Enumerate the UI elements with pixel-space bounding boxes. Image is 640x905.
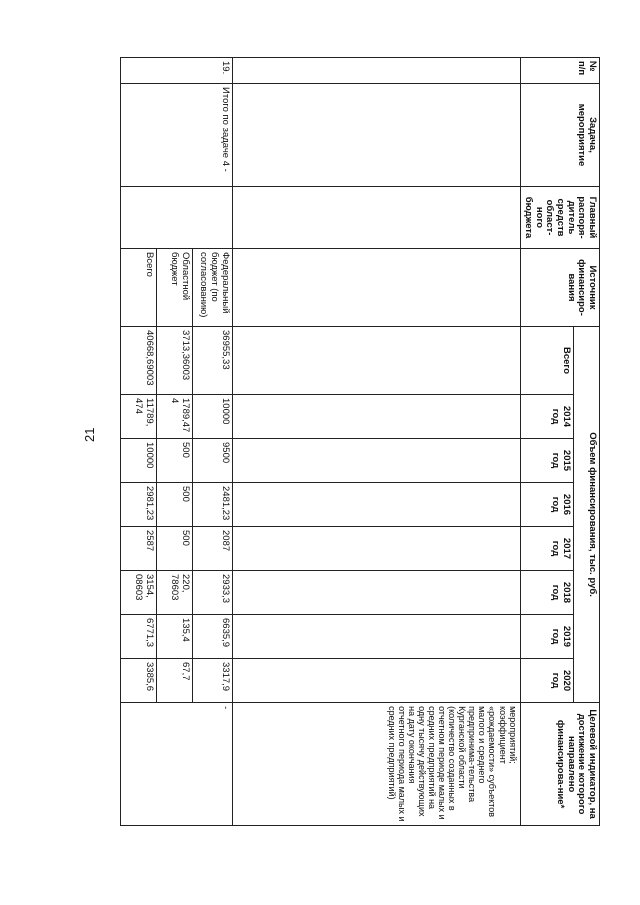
header-target: Целевой индикатор, на достижение которого направлено финансирова-ние* <box>520 703 599 826</box>
header-2020: 2020 год <box>520 659 573 703</box>
row19-manager-cell <box>120 187 232 249</box>
value-cell: 1789,474 <box>156 395 192 439</box>
value-cell: 2587 <box>120 527 156 571</box>
rotated-table-container <box>100 57 600 825</box>
value-cell: 67,7 <box>156 659 192 703</box>
value-cell: 10000 <box>120 439 156 483</box>
total-cell: 36955,33 <box>192 327 232 395</box>
row19-target: - <box>120 703 232 826</box>
header-total: Всего <box>520 327 573 395</box>
header-source: Источник финансиро-вания <box>520 249 599 327</box>
value-cell: 2981,23 <box>120 483 156 527</box>
header-num: № п/п <box>520 58 599 84</box>
header-2018: 2018 год <box>520 571 573 615</box>
continuation-row <box>232 58 520 826</box>
total-cell: 3713,36003 <box>156 327 192 395</box>
header-2016: 2016 год <box>520 483 573 527</box>
total-cell: 40668,69003 <box>120 327 156 395</box>
value-cell: 220, 78603 <box>156 571 192 615</box>
value-cell: 135,4 <box>156 615 192 659</box>
page-number: 21 <box>82 427 97 442</box>
value-cell: 500 <box>156 527 192 571</box>
header-manager: Главный распоря-дитель средств област-ного бюджета <box>520 187 599 249</box>
table-row <box>192 58 232 826</box>
source-cell: Всего <box>120 249 156 327</box>
value-cell: 500 <box>156 439 192 483</box>
value-cell: 6771,3 <box>120 615 156 659</box>
value-cell: 3385,6 <box>120 659 156 703</box>
row19-num: 19. <box>120 58 232 84</box>
value-cell: 10000 <box>192 395 232 439</box>
value-cell: 11789, 474 <box>120 395 156 439</box>
header-2019: 2019 год <box>520 615 573 659</box>
funding-table <box>120 57 600 826</box>
value-cell: 3317,9 <box>192 659 232 703</box>
value-cell: 2933,3 <box>192 571 232 615</box>
continuation-target-text: мероприятий; коэффициент «рождаемости» субъектов малого и среднего предпринима-тельства Курганской области (количество созданных в отчетном периоде малых и средних предприятий на одну тысячу действующих на дату окончания отчетного периода малых и средних предприятий) <box>232 703 520 826</box>
value-cell: 3154, 08603 <box>120 571 156 615</box>
value-cell: 9500 <box>192 439 232 483</box>
header-2017: 2017 год <box>520 527 573 571</box>
header-2015: 2015 год <box>520 439 573 483</box>
value-cell: 6635,9 <box>192 615 232 659</box>
source-cell: Федеральный бюджет (по согласованию) <box>192 249 232 327</box>
header-task: Задача, мероприятие <box>520 84 599 187</box>
row19-task: Итого по задаче 4 - <box>120 84 232 187</box>
header-2014: 2014 год <box>520 395 573 439</box>
value-cell: 2087 <box>192 527 232 571</box>
value-cell: 2481,23 <box>192 483 232 527</box>
header-funding-group: Объем финансирования, тыс. руб. <box>573 327 599 703</box>
source-cell: Областной бюджет <box>156 249 192 327</box>
value-cell: 500 <box>156 483 192 527</box>
